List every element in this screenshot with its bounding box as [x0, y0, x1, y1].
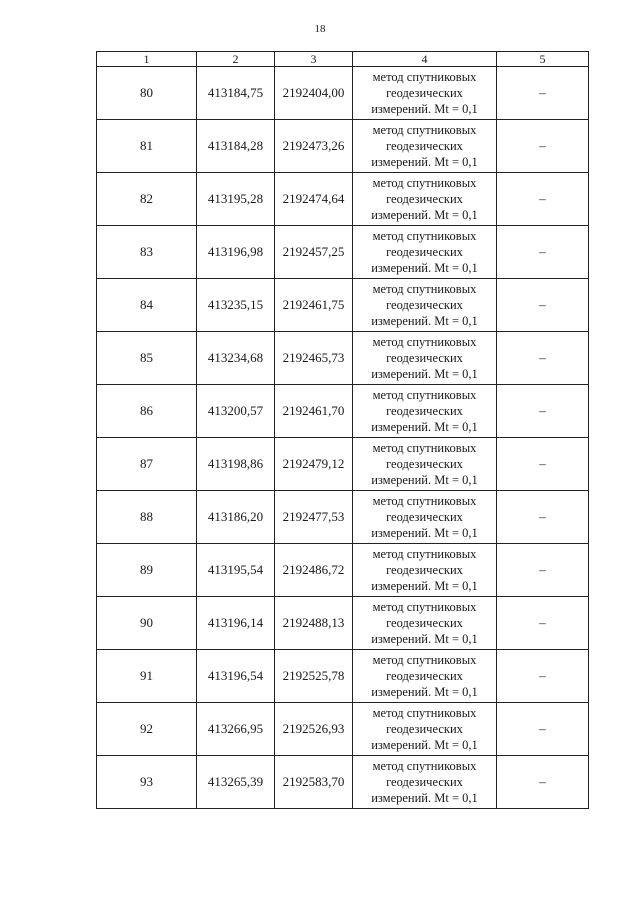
table-row	[97, 650, 589, 703]
method-cell	[353, 385, 497, 438]
method-line: метод спутниковых	[372, 388, 477, 402]
header-col-1: 1	[97, 52, 197, 67]
method-line: измерений. Mt = 0,1	[371, 791, 478, 805]
method-line: геодезических	[386, 563, 463, 577]
method-line: геодезических	[386, 510, 463, 524]
method-line: измерений. Mt = 0,1	[371, 420, 478, 434]
note-cell: –	[497, 173, 589, 226]
note-cell: –	[497, 226, 589, 279]
point-number-cell: 86	[97, 385, 197, 438]
method-line: измерений. Mt = 0,1	[371, 208, 478, 222]
method-line: метод спутниковых	[372, 759, 477, 773]
y-coordinate-cell: 2192473,26	[275, 120, 353, 173]
note-cell: –	[497, 491, 589, 544]
note-cell: –	[497, 544, 589, 597]
note-cell: –	[497, 756, 589, 809]
method-cell	[353, 120, 497, 173]
note-cell: –	[497, 438, 589, 491]
method-line: геодезических	[386, 86, 463, 100]
x-coordinate-cell: 413265,39	[197, 756, 275, 809]
method-line: измерений. Mt = 0,1	[371, 367, 478, 381]
method-line: геодезических	[386, 457, 463, 471]
x-coordinate-cell: 413196,14	[197, 597, 275, 650]
method-line: геодезических	[386, 192, 463, 206]
method-line: измерений. Mt = 0,1	[371, 155, 478, 169]
x-coordinate-cell: 413196,98	[197, 226, 275, 279]
point-number-cell: 83	[97, 226, 197, 279]
y-coordinate-cell: 2192474,64	[275, 173, 353, 226]
method-cell	[353, 226, 497, 279]
method-cell	[353, 544, 497, 597]
method-cell	[353, 438, 497, 491]
y-coordinate-cell: 2192525,78	[275, 650, 353, 703]
method-cell	[353, 756, 497, 809]
point-number-cell: 88	[97, 491, 197, 544]
point-number-cell: 91	[97, 650, 197, 703]
note-cell: –	[497, 385, 589, 438]
note-cell: –	[497, 703, 589, 756]
y-coordinate-cell: 2192465,73	[275, 332, 353, 385]
method-line: измерений. Mt = 0,1	[371, 685, 478, 699]
method-line: геодезических	[386, 616, 463, 630]
x-coordinate-cell: 413186,20	[197, 491, 275, 544]
header-col-2: 2	[197, 52, 275, 67]
method-line: метод спутниковых	[372, 176, 477, 190]
method-cell	[353, 650, 497, 703]
y-coordinate-cell: 2192479,12	[275, 438, 353, 491]
point-number-cell: 92	[97, 703, 197, 756]
method-line: метод спутниковых	[372, 600, 477, 614]
point-number-cell: 93	[97, 756, 197, 809]
point-number-cell: 89	[97, 544, 197, 597]
method-cell	[353, 597, 497, 650]
point-number-cell: 87	[97, 438, 197, 491]
x-coordinate-cell: 413195,28	[197, 173, 275, 226]
table-header-row	[97, 52, 589, 67]
note-cell: –	[497, 650, 589, 703]
method-cell	[353, 173, 497, 226]
method-line: геодезических	[386, 404, 463, 418]
y-coordinate-cell: 2192477,53	[275, 491, 353, 544]
x-coordinate-cell: 413235,15	[197, 279, 275, 332]
method-cell	[353, 279, 497, 332]
method-line: метод спутниковых	[372, 441, 477, 455]
y-coordinate-cell: 2192488,13	[275, 597, 353, 650]
method-cell	[353, 491, 497, 544]
header-col-4: 4	[353, 52, 497, 67]
x-coordinate-cell: 413184,75	[197, 67, 275, 120]
x-coordinate-cell: 413195,54	[197, 544, 275, 597]
point-number-cell: 80	[97, 67, 197, 120]
y-coordinate-cell: 2192526,93	[275, 703, 353, 756]
method-line: метод спутниковых	[372, 70, 477, 84]
method-line: измерений. Mt = 0,1	[371, 473, 478, 487]
y-coordinate-cell: 2192461,75	[275, 279, 353, 332]
method-line: геодезических	[386, 669, 463, 683]
note-cell: –	[497, 120, 589, 173]
table-row	[97, 544, 589, 597]
point-number-cell: 82	[97, 173, 197, 226]
method-line: геодезических	[386, 139, 463, 153]
note-cell: –	[497, 279, 589, 332]
method-line: метод спутниковых	[372, 335, 477, 349]
table-row	[97, 173, 589, 226]
method-cell	[353, 703, 497, 756]
method-line: измерений. Mt = 0,1	[371, 632, 478, 646]
point-number-cell: 90	[97, 597, 197, 650]
method-line: геодезических	[386, 775, 463, 789]
y-coordinate-cell: 2192486,72	[275, 544, 353, 597]
method-line: метод спутниковых	[372, 653, 477, 667]
method-cell	[353, 67, 497, 120]
point-number-cell: 84	[97, 279, 197, 332]
table-row	[97, 279, 589, 332]
x-coordinate-cell: 413184,28	[197, 120, 275, 173]
method-line: метод спутниковых	[372, 706, 477, 720]
method-line: измерений. Mt = 0,1	[371, 314, 478, 328]
x-coordinate-cell: 413200,57	[197, 385, 275, 438]
point-number-cell: 85	[97, 332, 197, 385]
header-col-5: 5	[497, 52, 589, 67]
page-number: 18	[314, 23, 326, 35]
method-cell	[353, 332, 497, 385]
method-line: метод спутниковых	[372, 123, 477, 137]
table-row	[97, 385, 589, 438]
method-line: геодезических	[386, 298, 463, 312]
table-row	[97, 67, 589, 120]
note-cell: –	[497, 67, 589, 120]
note-cell: –	[497, 597, 589, 650]
table-row	[97, 120, 589, 173]
y-coordinate-cell: 2192404,00	[275, 67, 353, 120]
x-coordinate-cell: 413266,95	[197, 703, 275, 756]
header-col-3: 3	[275, 52, 353, 67]
method-line: измерений. Mt = 0,1	[371, 579, 478, 593]
table-row	[97, 332, 589, 385]
note-cell: –	[497, 332, 589, 385]
table-row	[97, 756, 589, 809]
y-coordinate-cell: 2192457,25	[275, 226, 353, 279]
table-row	[97, 597, 589, 650]
x-coordinate-cell: 413198,86	[197, 438, 275, 491]
method-line: измерений. Mt = 0,1	[371, 738, 478, 752]
coordinates-table	[96, 51, 589, 809]
method-line: геодезических	[386, 722, 463, 736]
x-coordinate-cell: 413234,68	[197, 332, 275, 385]
point-number-cell: 81	[97, 120, 197, 173]
method-line: геодезических	[386, 351, 463, 365]
method-line: метод спутниковых	[372, 282, 477, 296]
y-coordinate-cell: 2192461,70	[275, 385, 353, 438]
table-row	[97, 491, 589, 544]
x-coordinate-cell: 413196,54	[197, 650, 275, 703]
method-line: метод спутниковых	[372, 547, 477, 561]
method-line: измерений. Mt = 0,1	[371, 526, 478, 540]
method-line: геодезических	[386, 245, 463, 259]
method-line: метод спутниковых	[372, 494, 477, 508]
y-coordinate-cell: 2192583,70	[275, 756, 353, 809]
method-line: измерений. Mt = 0,1	[371, 102, 478, 116]
table-row	[97, 226, 589, 279]
table-row	[97, 703, 589, 756]
method-line: измерений. Mt = 0,1	[371, 261, 478, 275]
method-line: метод спутниковых	[372, 229, 477, 243]
table-row	[97, 438, 589, 491]
